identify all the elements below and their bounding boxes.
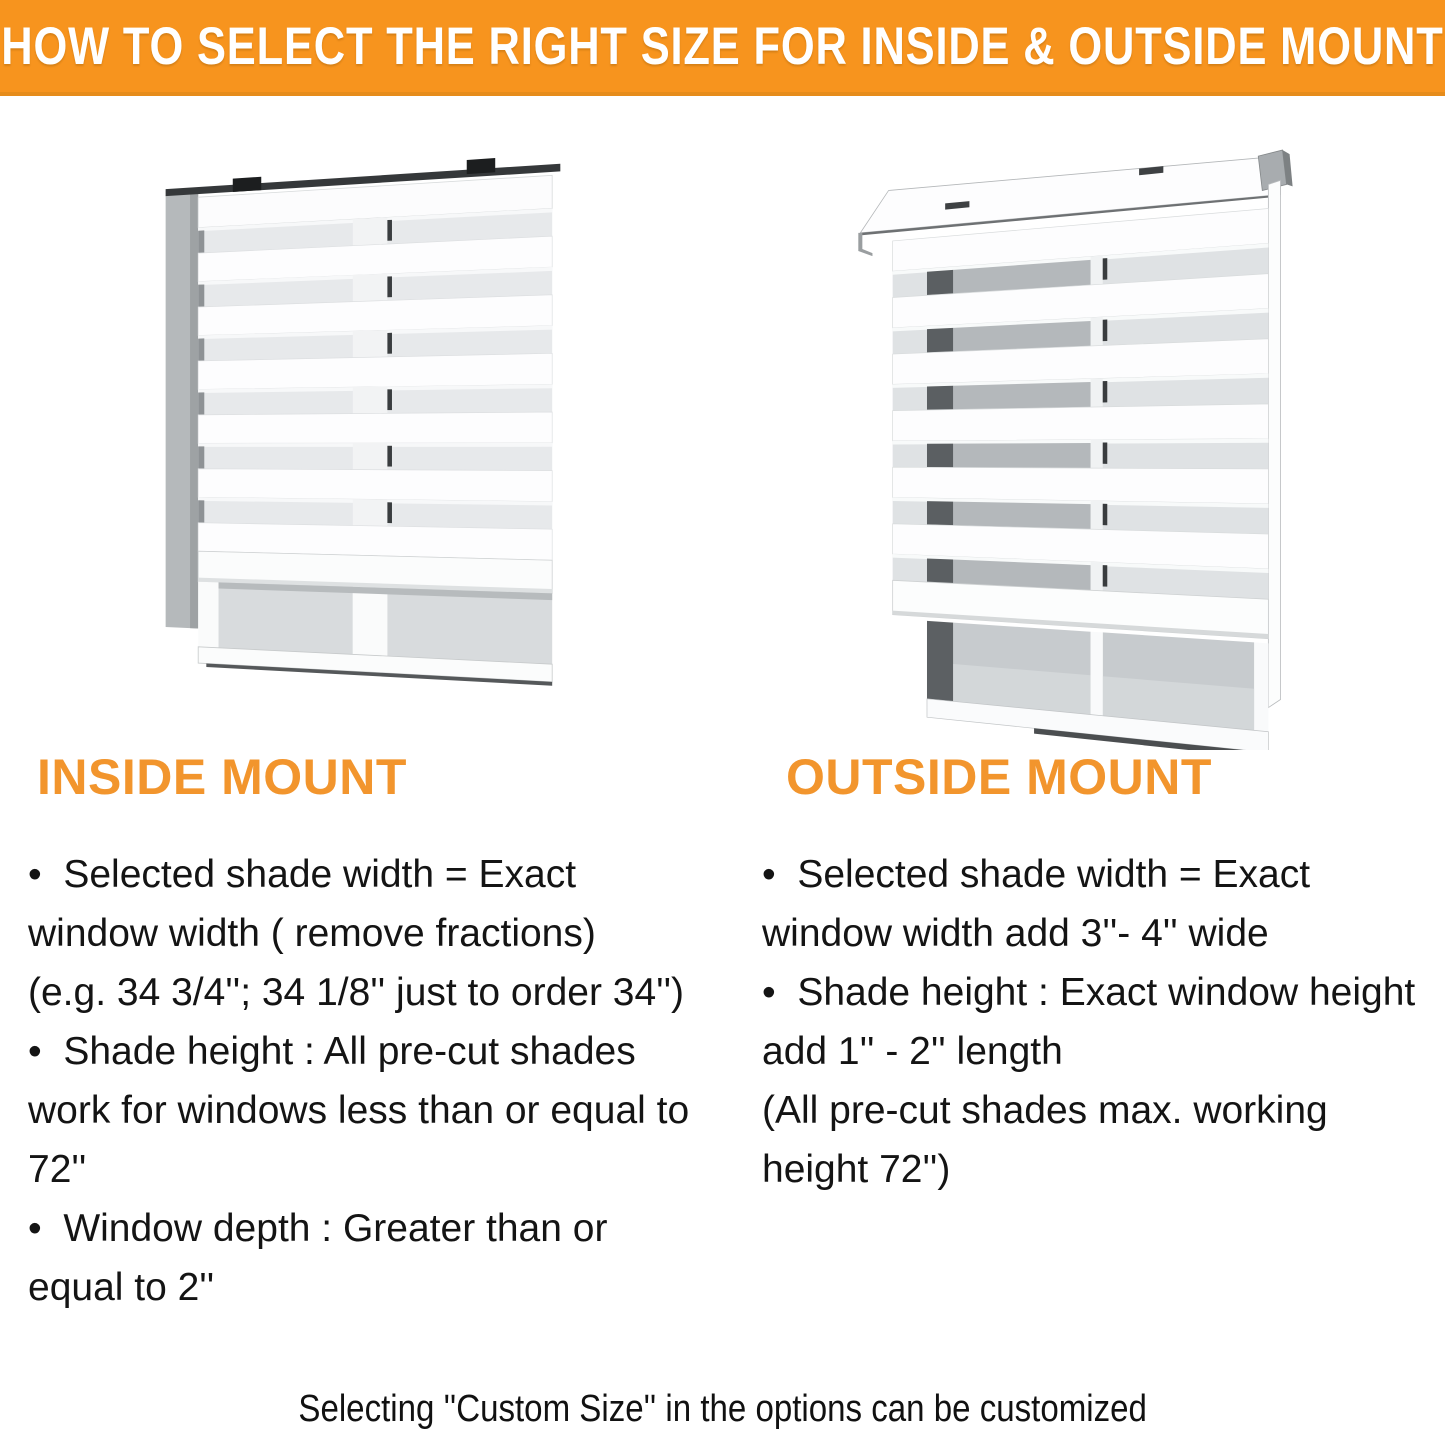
banner-title: HOW TO SELECT THE RIGHT SIZE FOR INSIDE & OUTSIDE MOUNT [1,16,1444,76]
outside-note-line-6: height 72'') [762,1148,951,1191]
inside-mount-notes [28,845,728,1317]
inside-note-line-6: 72'' [28,1148,87,1191]
outside-mount-illustration [852,144,1307,750]
custom-size-note: Selecting ''Custom Size'' in the options can be customized [298,1388,1147,1430]
outside-note-line-2: window width add 3''- 4'' wide [762,912,1269,955]
outside-mount-heading: OUTSIDE MOUNT [786,749,1212,805]
inside-mount-heading: INSIDE MOUNT [37,749,407,805]
inside-note-line-8: equal to 2'' [28,1266,215,1309]
header-banner [0,0,1445,96]
inside-note-line-3: (e.g. 34 3/4''; 34 1/8'' just to order 34'') [28,971,685,1014]
outside-mount-notes [762,845,1445,1199]
outside-note-line-4: add 1'' - 2'' length [762,1030,1063,1073]
outside-note-line-3: • Shade height : Exact window height [762,971,1416,1014]
outside-mount-figure [852,144,1307,750]
outside-note-line-1: • Selected shade width = Exact [762,853,1311,896]
footer [0,1388,1445,1431]
inside-note-line-1: • Selected shade width = Exact [28,853,577,896]
inside-note-line-4: • Shade height : All pre-cut shades [28,1030,636,1073]
inside-mount-figure [145,128,583,718]
inside-note-line-7: • Window depth : Greater than or [28,1207,608,1250]
inside-note-line-2: window width ( remove fractions) [28,912,596,955]
outside-note-line-5: (All pre-cut shades max. working [762,1089,1328,1132]
inside-mount-illustration [145,128,583,718]
inside-note-line-5: work for windows less than or equal to [28,1089,690,1132]
